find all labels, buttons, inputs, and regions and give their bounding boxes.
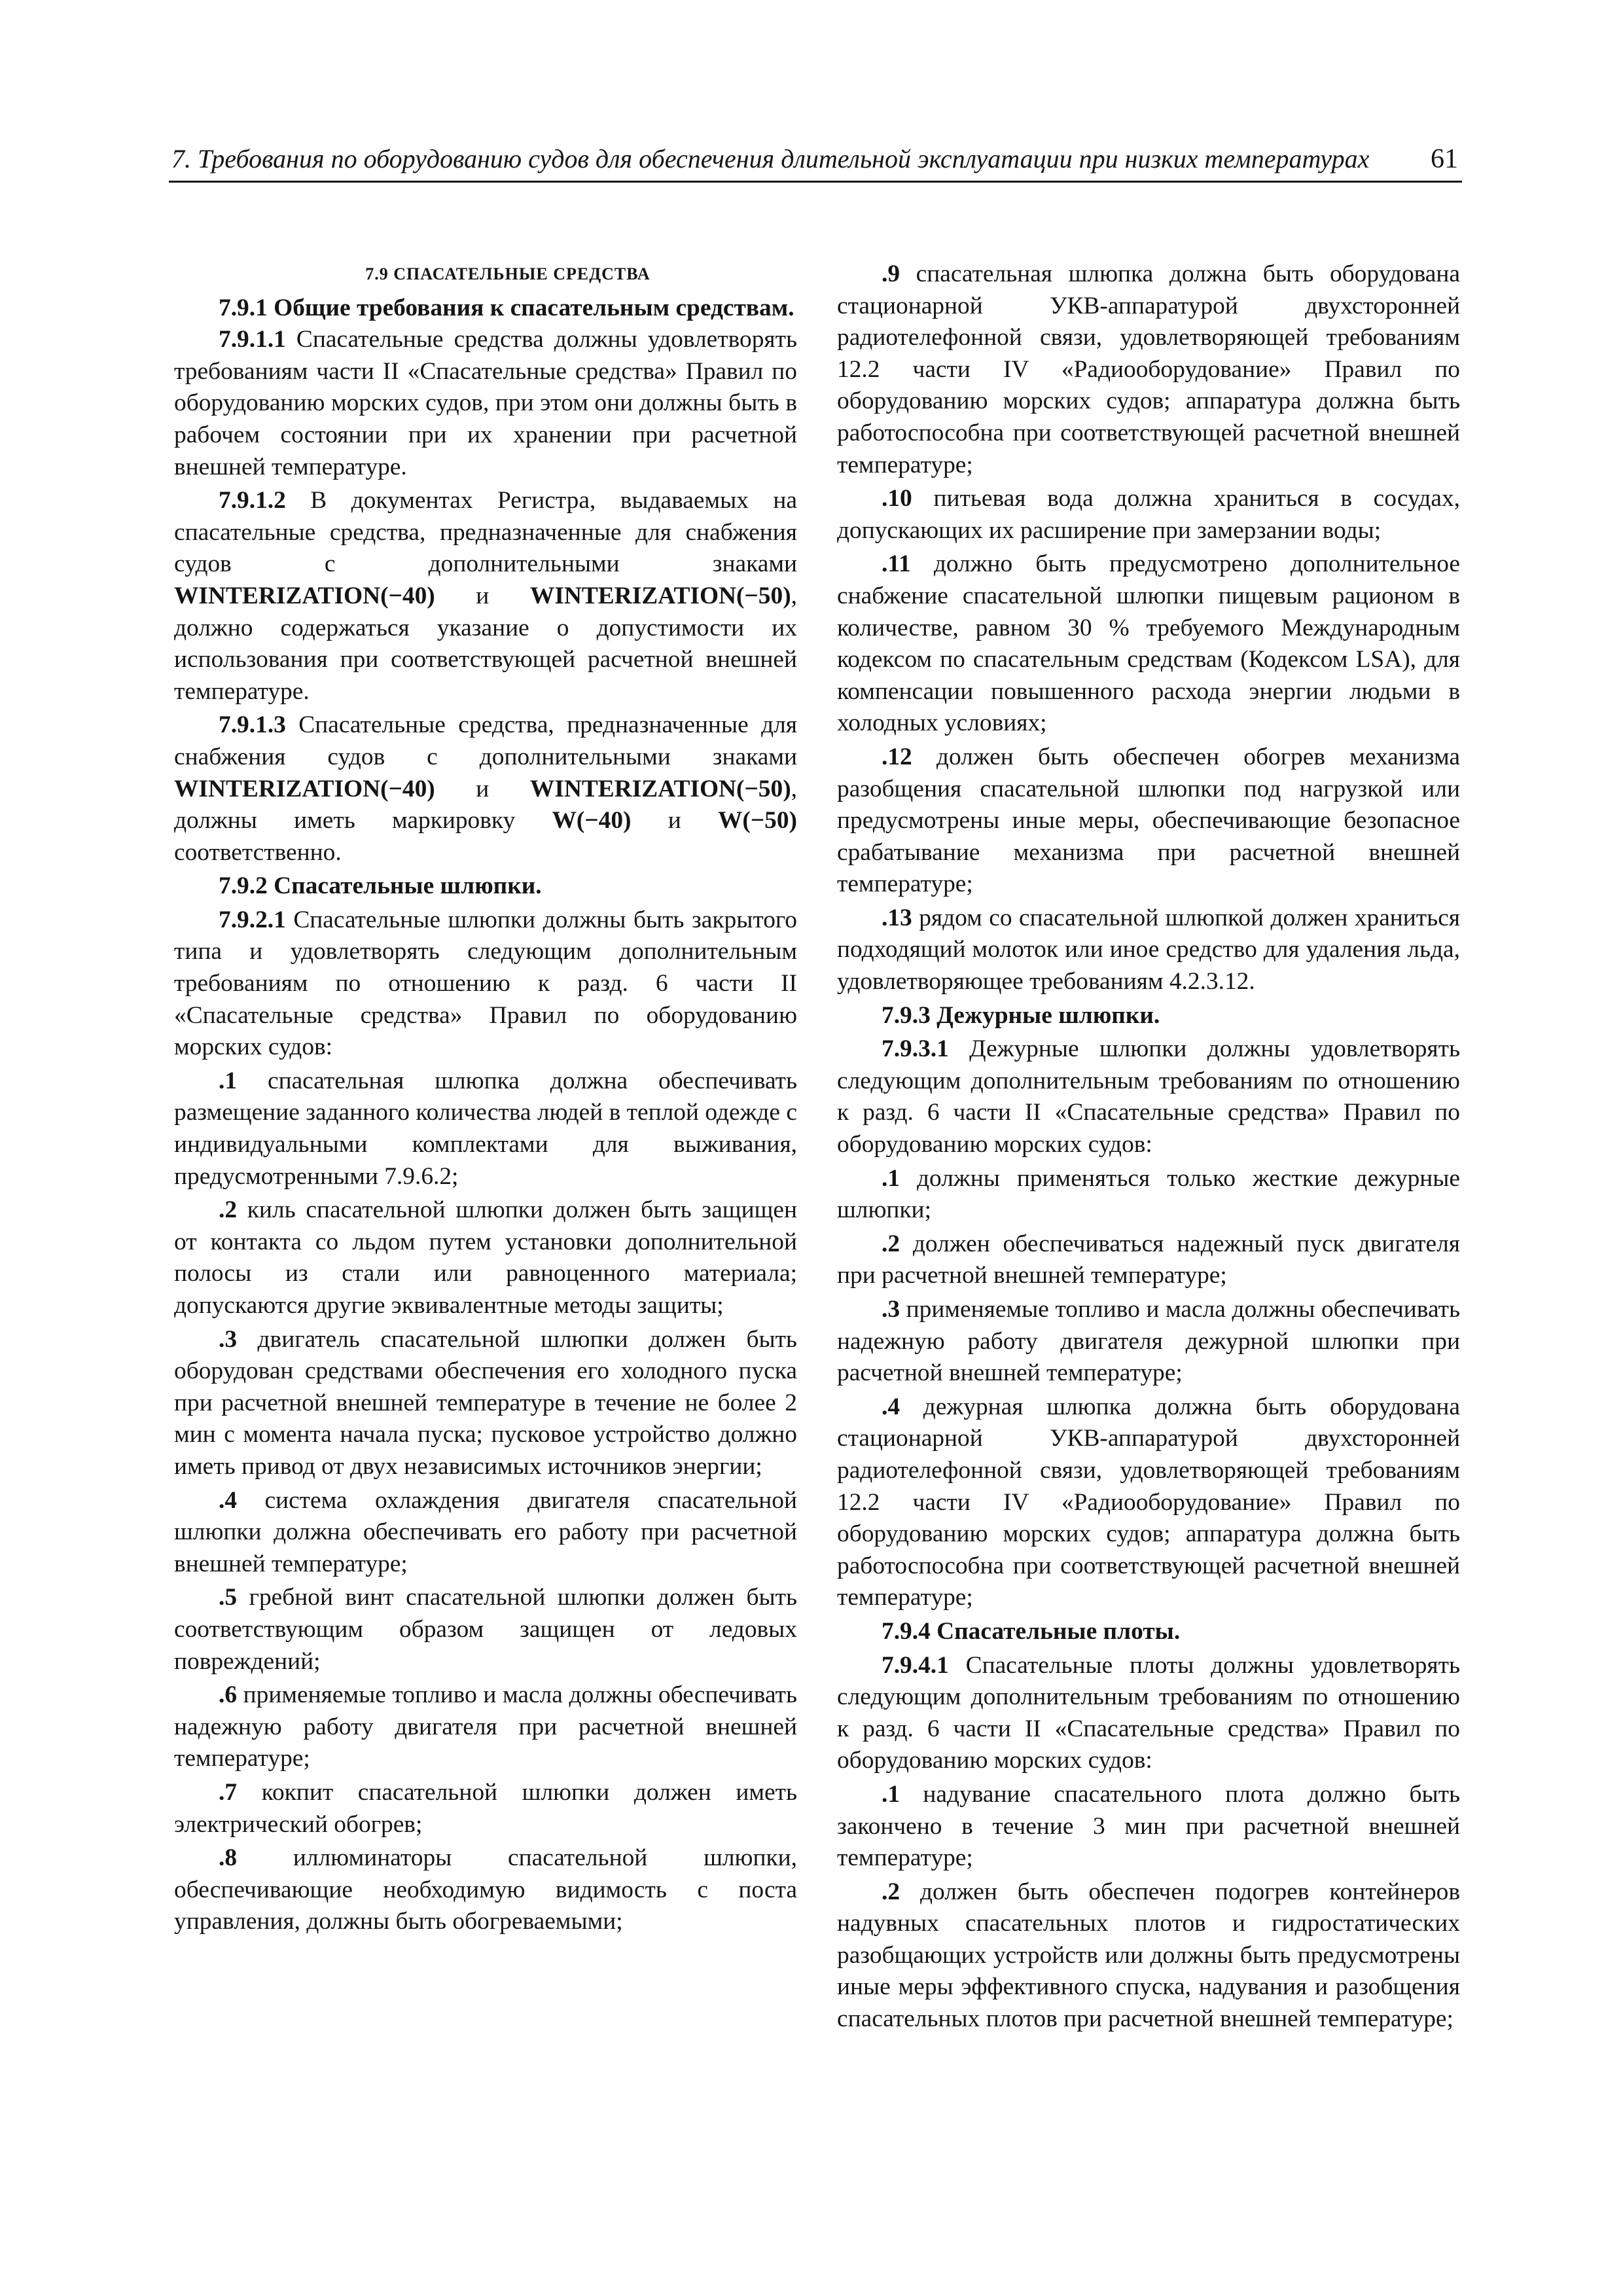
item-number: .5 [219,1584,238,1611]
item-number: .2 [882,1878,901,1905]
list-item [174,1777,797,1840]
item-text: спасательная шлюпка должна быть оборудована стационарной УКВ-аппаратурой двухсторонней радиотелефонной связи, удовлетворяющей требованиям 12.2 части IV «Радиооборудование» Правил по оборудованию морских судов; аппаратура должна быть работоспособна при соответствующей расчетной внешней температуре; [837,260,1460,478]
item-number: .13 [882,904,912,931]
item-number: .8 [219,1844,238,1872]
paragraph-text: Спасательные плоты должны удовлетворять следующим дополнительным требованиям по отношению к разд. 6 части II «Спасательные средства» Правил по оборудованию морских судов: [837,1651,1460,1774]
list-item [837,1163,1460,1227]
paragraph-text: Спасательные средства должны удовлетворять требованиям части II «Спасательные средства» Правил по оборудованию морских судов, при этом они должны быть в рабочем состоянии при их хранении при расчетной внешней температуре. [174,326,797,480]
paragraph-text: Дежурные шлюпки должны удовлетворять следующим дополнительным требованиям по отношению к разд. 6 части II «Спасательные средства» Правил по оборудованию морских судов: [837,1035,1460,1158]
list-item [837,742,1460,901]
item-text: применяемые топливо и масла должны обеспечивать надежную работу двигателя дежурной шлюпки при расчетной внешней температуре; [837,1296,1460,1387]
item-text: рядом со спасательной шлюпкой должен храниться подходящий молоток или иное средство для удаления льда, удовлетворяющее требованиям 4.2.3.12. [837,904,1460,996]
list-item [174,1582,797,1677]
clause-number: 7.9.4.1 [882,1651,949,1679]
item-text: питьевая вода должна храниться в сосудах, допускающих их расширение при замерзании воды; [837,485,1460,544]
clause-number: 7.9.1.3 [219,711,286,739]
running-header-title: 7. Требования по оборудованию судов для обеспечения длительной эксплуатации при низких температурах [171,144,1370,173]
marking: W(−40) [552,807,632,834]
list-item [174,1194,797,1321]
item-number: .4 [219,1486,238,1514]
right-column [837,259,1460,2037]
item-text: применяемые топливо и масла должны обеспечивать надежную работу двигателя при расчетной внешней температуре; [174,1681,797,1772]
list-item [174,1324,797,1483]
paragraph-7-9-1-3 [174,709,797,869]
item-text: двигатель спасательной шлюпки должен быть оборудован средствами обеспечения его холодного пуска при расчетной внешней температуре в течение не более 2 мин с момента начала пуска; пусковое устройство должно иметь привод от двух независимых источников энергии; [174,1325,797,1480]
item-number: .1 [882,1780,901,1808]
heading-7-9-3: 7.9.3 Дежурные шлюпки. [882,1001,1160,1029]
paragraph-text: Спасательные средства, предназначенные для снабжения судов с дополнительными знаками [174,711,797,770]
clause-number: 7.9.1.2 [219,487,286,514]
paragraph-text: и [435,582,530,609]
list-item [837,903,1460,998]
clause-number: 7.9.1.1 [219,326,286,353]
paragraph-text: Спасательные шлюпки должны быть закрытого типа и удовлетворять следующим дополнительным требованиям по отношению к разд. 6 части II «Спасательные средства» Правил по оборудованию морских судов: [174,906,797,1061]
item-number: .7 [219,1778,238,1806]
item-text: иллюминаторы спасательной шлюпки, обеспечивающие необходимую видимость с поста управления, должны быть обогреваемыми; [174,1844,797,1935]
item-text: гребной винт спасательной шлюпки должен быть соответствующим образом защищен от ледовых повреждений; [174,1584,797,1675]
list-item [837,1294,1460,1390]
list-item [837,1876,1460,2036]
paragraph-text: , должно содержаться указание о допустимости их использования при соответствующей расчетной внешней температуре. [174,582,797,705]
list-item [174,1679,797,1775]
item-text: киль спасательной шлюпки должен быть защищен от контакта со льдом путем установки дополнительной полосы из стали или равноценного материала; допускаются другие эквивалентные методы защиты; [174,1196,797,1319]
item-text: должен быть обеспечен подогрев контейнеров надувных спасательных плотов и гидростатических разобщающих устройств или должны быть предусмотрены иные меры эффективного спуска, надувания и разобщения спасательных плотов при расчетной внешней температуре; [837,1878,1460,2033]
heading-7-9-4: 7.9.4 Спасательные плоты. [882,1617,1181,1645]
item-text: должно быть предусмотрено дополнительное снабжение спасательной шлюпки пищевым рационом в количестве, равном 30 % требуемого Международным кодексом по спасательным средствам (Кодексом LSA), для компенсации повышенного расхода энергии людьми в холодных условиях; [837,550,1460,737]
list-item [174,1485,797,1581]
paragraph-7-9-2-1 [174,905,797,1064]
paragraph-7-9-1-1 [174,324,797,483]
paragraph-text: В документах Регистра, выдаваемых на спасательные средства, предназначенные для снабжения судов с дополнительными знаками [174,487,797,578]
left-column [174,259,797,1940]
item-text: надувание спасательного плота должно быть закончено в течение 3 мин при расчетной внешней температуре; [837,1780,1460,1872]
list-item [837,1229,1460,1292]
clause-number: 7.9.3.1 [882,1035,949,1063]
class-notation: WINTERIZATION(−50) [529,582,791,609]
list-item [837,483,1460,547]
list-item [837,1391,1460,1614]
list-item [837,548,1460,740]
page-number: 61 [1431,144,1458,174]
list-item [837,259,1460,481]
item-number: .3 [882,1296,901,1323]
item-text: спасательная шлюпка должна обеспечивать размещение заданного количества людей в теплой одежде с индивидуальными комплектами для выживания, предусмотренными 7.9.6.2; [174,1067,797,1190]
paragraph-text: , должны иметь маркировку [174,775,797,834]
item-number: .3 [219,1325,238,1353]
list-item [174,1066,797,1193]
list-item [837,1779,1460,1874]
item-number: .11 [882,550,911,578]
item-number: .1 [882,1164,901,1192]
heading-7-9-2: 7.9.2 Спасательные шлюпки. [219,872,542,900]
class-notation: WINTERIZATION(−40) [174,582,435,609]
paragraph-text: и [435,775,530,802]
paragraph-7-9-1-2 [174,485,797,708]
paragraph-text: и [631,807,718,834]
paragraph-7-9-4-1 [837,1650,1460,1777]
running-header [169,141,1462,183]
paragraph-text: соответственно. [174,838,342,866]
section-title: 7.9 СПАСАТЕЛЬНЫЕ СРЕДСТВА [365,264,651,283]
item-text: должен обеспечиваться надежный пуск двигателя при расчетной внешней температуре; [837,1230,1460,1289]
paragraph-7-9-3-1 [837,1033,1460,1160]
class-notation: WINTERIZATION(−50) [529,775,791,802]
item-number: .12 [882,743,912,770]
item-number: .10 [882,485,912,512]
item-number: .1 [219,1067,238,1094]
heading-7-9-1: 7.9.1 Общие требования к спасательным средствам. [219,294,794,321]
clause-number: 7.9.2.1 [219,906,286,933]
item-number: .6 [219,1681,238,1709]
item-text: кокпит спасательной шлюпки должен иметь электрический обогрев; [174,1778,797,1838]
item-number: .2 [219,1196,238,1224]
class-notation: WINTERIZATION(−40) [174,775,435,802]
item-number: .9 [882,260,901,287]
list-item [174,1842,797,1938]
item-text: должны применяться только жесткие дежурные шлюпки; [837,1164,1460,1224]
item-text: дежурная шлюпка должна быть оборудована стационарной УКВ-аппаратурой двухсторонней радиотелефонной связи, удовлетворяющей требованиям 12.2 части IV «Радиооборудование» Правил по оборудованию морских судов; аппаратура должна быть работоспособна при соответствующей расчетной внешней температуре; [837,1393,1460,1611]
item-text: система охлаждения двигателя спасательной шлюпки должна обеспечивать его работу при расчетной внешней температуре; [174,1486,797,1577]
marking: W(−50) [717,807,797,834]
item-number: .2 [882,1230,901,1257]
item-text: должен быть обеспечен обогрев механизма разобщения спасательной шлюпки под нагрузкой или предусмотрены иные меры, обеспечивающие безопасное срабатывание механизма при расчетной внешней температуре; [837,743,1460,898]
item-number: .4 [882,1393,901,1420]
